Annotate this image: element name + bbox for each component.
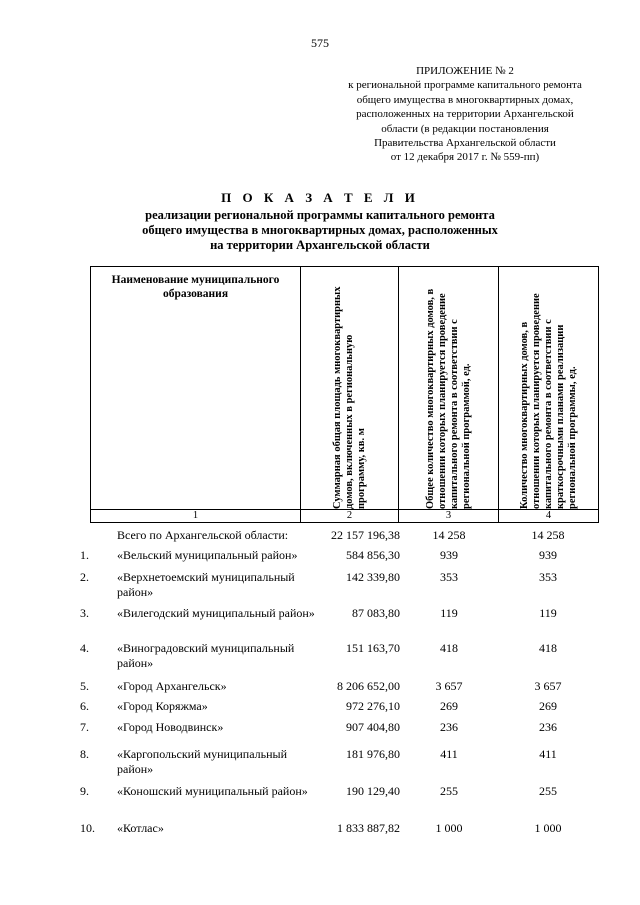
header-total-houses-text: Общее количество многоквартирных домов, в отношении которых планируется проведение капитального ремонта в соответствии с региональной программой, ед. xyxy=(424,288,472,509)
row-index: 3. xyxy=(80,606,89,620)
header-area xyxy=(301,267,399,510)
row-name: «Котлас» xyxy=(117,821,164,835)
column-number: 3 xyxy=(399,510,499,523)
row-name: «Каргопольский муниципальный район» xyxy=(117,747,288,776)
row-index: 5. xyxy=(80,679,89,693)
row-total-houses: 3 657 xyxy=(435,679,463,693)
appendix-title: ПРИЛОЖЕНИЕ № 2 xyxy=(416,65,514,77)
row-name: «Город Коряжма» xyxy=(117,699,208,713)
subtitle-line: реализации региональной программы капитального ремонта xyxy=(145,208,495,222)
header-planned-houses xyxy=(499,267,599,510)
appendix-block xyxy=(340,64,590,165)
row-planned-houses: 236 xyxy=(539,720,557,734)
row-area: 87 083,80 xyxy=(352,606,400,620)
header-municipality xyxy=(91,267,301,510)
row-total-houses: 353 xyxy=(440,570,458,584)
column-number: 4 xyxy=(499,510,599,523)
row-index: 1. xyxy=(80,548,89,562)
row-total-houses: 255 xyxy=(440,784,458,798)
appendix-line: Правительства Архангельской области xyxy=(374,137,556,150)
row-total-houses: 418 xyxy=(440,641,458,655)
document-title: П О К А З А Т Е Л И xyxy=(221,190,419,205)
row-total-houses: 1 000 xyxy=(435,821,463,835)
row-area: 142 339,80 xyxy=(346,570,400,584)
row-total-houses: 236 xyxy=(440,720,458,734)
header-total-houses xyxy=(399,267,499,510)
row-name: «Верхнетоемский муниципальный район» xyxy=(117,570,295,599)
row-planned-houses: 119 xyxy=(539,606,557,620)
total-area: 22 157 196,38 xyxy=(331,528,400,542)
row-area: 181 976,80 xyxy=(346,747,400,761)
appendix-line: от 12 декабря 2017 г. № 559-пп) xyxy=(390,151,540,164)
header-municipality-text: Наименование муниципального образования xyxy=(111,274,280,300)
row-name: «Вилегодский муниципальный район» xyxy=(117,606,315,620)
appendix-line: общего имущества в многоквартирных домах, xyxy=(356,93,574,106)
appendix-line: расположенных на территории Архангельской xyxy=(356,108,574,121)
appendix-line: области (в редакции постановления xyxy=(381,122,549,135)
row-index: 9. xyxy=(80,784,89,798)
row-total-houses: 939 xyxy=(440,548,458,562)
row-index: 4. xyxy=(80,641,89,655)
column-number: 2 xyxy=(301,510,399,523)
row-planned-houses: 255 xyxy=(539,784,557,798)
row-index: 8. xyxy=(80,747,89,761)
row-planned-houses: 269 xyxy=(539,699,557,713)
header-planned-houses-text: Количество многоквартирных домов, в отношении которых планируется проведение капитального ремонта в соответствии с краткосрочными планами реализации региональной программы, ед. xyxy=(518,293,578,509)
row-area: 1 833 887,82 xyxy=(337,821,400,835)
row-name: «Вельский муниципальный район» xyxy=(117,548,298,562)
row-planned-houses: 3 657 xyxy=(534,679,562,693)
document-subtitle xyxy=(0,208,640,253)
row-total-houses: 269 xyxy=(440,699,458,713)
page-number: 575 xyxy=(311,36,329,50)
row-total-houses: 119 xyxy=(440,606,458,620)
row-area: 907 404,80 xyxy=(346,720,400,734)
row-area: 8 206 652,00 xyxy=(337,679,400,693)
row-planned-houses: 939 xyxy=(539,548,557,562)
row-index: 7. xyxy=(80,720,89,734)
row-name: «Виноградовский муниципальный район» xyxy=(117,641,295,670)
row-planned-houses: 418 xyxy=(539,641,557,655)
row-index: 2. xyxy=(80,570,89,584)
row-index: 10. xyxy=(80,821,95,835)
total-planned: 14 258 xyxy=(531,528,565,542)
column-number: 1 xyxy=(91,510,301,523)
appendix-line: к региональной программе капитального ремонта xyxy=(348,79,582,92)
indicators-table-header xyxy=(90,266,599,523)
row-area: 151 163,70 xyxy=(346,641,400,655)
row-area: 190 129,40 xyxy=(346,784,400,798)
total-label: Всего по Архангельской области: xyxy=(117,528,289,542)
header-area-text: Суммарная общая площадь многоквартирных домов, включенных в региональную программу, кв. м xyxy=(331,286,367,509)
row-planned-houses: 353 xyxy=(539,570,557,584)
row-area: 972 276,10 xyxy=(346,699,400,713)
subtitle-line: на территории Архангельской области xyxy=(210,238,430,252)
row-name: «Город Архангельск» xyxy=(117,679,227,693)
row-index: 6. xyxy=(80,699,89,713)
row-total-houses: 411 xyxy=(440,747,458,761)
row-planned-houses: 1 000 xyxy=(534,821,562,835)
row-name: «Город Новодвинск» xyxy=(117,720,224,734)
total-houses: 14 258 xyxy=(432,528,466,542)
row-name: «Коношский муниципальный район» xyxy=(117,784,308,798)
row-planned-houses: 411 xyxy=(539,747,557,761)
row-area: 584 856,30 xyxy=(346,548,400,562)
subtitle-line: общего имущества в многоквартирных домах, расположенных xyxy=(142,223,498,237)
